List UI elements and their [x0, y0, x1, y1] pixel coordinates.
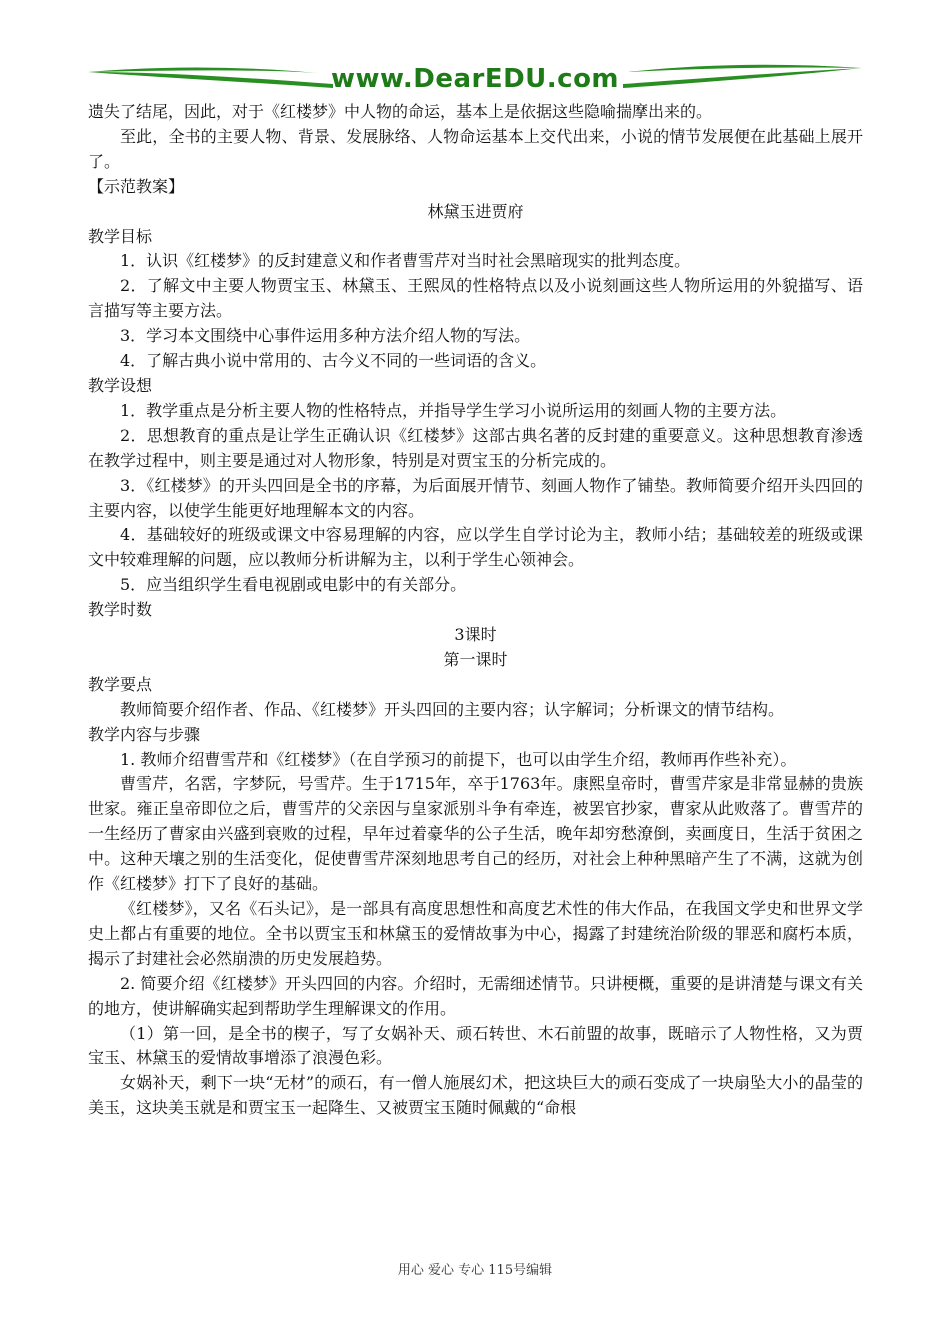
paragraph: 1. 教师介绍曹雪芹和《红楼梦》（在自学预习的前提下，也可以由学生介绍，教师再作些补充）。 — [120, 749, 797, 769]
page-footer: 用心 爱心 专心 115号编辑 — [397, 1263, 553, 1278]
paragraph: 教学内容与步骤 — [88, 724, 201, 744]
heading: 林黛玉进贾府 — [427, 201, 524, 221]
paragraph: 5．应当组织学生看电视剧或电影中的有关部分。 — [120, 575, 467, 595]
paragraph: 4．基础较好的班级或课文中容易理解的内容，应以学生自学讨论为主，教师小结；基础较差的班级或课文中较难理解的问题，应以教师分析讲解为主，以利于学生心领神会。 — [88, 525, 863, 570]
paragraph: 教学目标 — [88, 226, 153, 246]
heading: 第一课时 — [443, 649, 508, 669]
paragraph: 女娲补天，剩下一块“无材”的顽石，有一僧人施展幻术，把这块巨大的顽石变成了一块扇坠大小的晶莹的美玉，这块美玉就是和贾宝玉一起降生、又被贾宝玉随时佩戴的“命根 — [88, 1073, 863, 1118]
document-body — [88, 100, 863, 1121]
site-logo: www.DearEDU.com — [330, 64, 620, 94]
paragraph: （1）第一回，是全书的楔子，写了女娲补天、顽石转世、木石前盟的故事，既暗示了人物性格，又为贾宝玉、林黛玉的爱情故事增添了浪漫色彩。 — [88, 1023, 863, 1068]
paragraph: 《红楼梦》，又名《石头记》，是一部具有高度思想性和高度艺术性的伟大作品，在我国文学史和世界文学史上都占有重要的地位。全书以贾宝玉和林黛玉的爱情故事为中心，揭露了封建统治阶级的罪恶和腐朽本质，揭示了封建社会必然崩溃的历史发展趋势。 — [88, 899, 863, 968]
paragraph: 2．思想教育的重点是让学生正确认识《红楼梦》这部古典名著的反封建的重要意义。这种思想教育渗透在教学过程中，则主要是通过对人物形象，特别是对贾宝玉的分析完成的。 — [88, 425, 863, 470]
paragraph: 曹雪芹，名霑，字梦阮，号雪芹。生于1715年，卒于1763年。康熙皇帝时，曹雪芹家是非常显赫的贵族世家。雍正皇帝即位之后，曹雪芹的父亲因与皇家派别斗争有牵连，被罢官抄家，曹家从此败落了。曹雪芹的一生经历了曹家由兴盛到衰败的过程，早年过着豪华的公子生活，晚年却穷愁潦倒，卖画度日，生活于贫困之中。这种天壤之别的生活变化，促使曹雪芹深刻地思考自己的经历，对社会上种种黑暗产生了不满，这就为创作《红楼梦》打下了良好的基础。 — [88, 774, 863, 894]
paragraph: 2．了解文中主要人物贾宝玉、林黛玉、王熙凤的性格特点以及小说刻画这些人物所运用的外貌描写、语言描写等主要方法。 — [88, 276, 863, 321]
paragraph: 教学设想 — [88, 375, 153, 395]
paragraph: 【示范教案】 — [88, 176, 185, 196]
paragraph: 3．学习本文围绕中心事件运用多种方法介绍人物的写法。 — [120, 326, 531, 346]
paragraph: 教学要点 — [88, 674, 153, 694]
paragraph: 4．了解古典小说中常用的、古今义不同的一些词语的含义。 — [120, 351, 547, 371]
paragraph: 教学时数 — [88, 600, 153, 620]
heading: 3课时 — [454, 625, 497, 645]
paragraph: 1．认识《红楼梦》的反封建意义和作者曹雪芹对当时社会黑暗现实的批判态度。 — [120, 251, 691, 271]
paragraph: 至此，全书的主要人物、背景、发展脉络、人物命运基本上交代出来，小说的情节发展便在此基础上展开了。 — [88, 126, 863, 171]
paragraph: 教师简要介绍作者、作品、《红楼梦》开头四回的主要内容；认字解词；分析课文的情节结构。 — [120, 699, 785, 719]
paragraph: 3．《红楼梦》的开头四回是全书的序幕，为后面展开情节、刻画人物作了铺垫。教师简要介绍开头四回的主要内容，以使学生能更好地理解本文的内容。 — [88, 475, 863, 520]
paragraph: 遗失了结尾，因此，对于《红楼梦》中人物的命运，基本上是依据这些隐喻揣摩出来的。 — [88, 102, 713, 121]
paragraph: 2. 简要介绍《红楼梦》开头四回的内容。介绍时，无需细述情节。只讲梗概，重要的是讲清楚与课文有关的地方，使讲解确实起到帮助学生理解课文的作用。 — [88, 973, 863, 1018]
paragraph: 1．教学重点是分析主要人物的性格特点，并指导学生学习小说所运用的刻画人物的主要方法。 — [120, 400, 787, 420]
